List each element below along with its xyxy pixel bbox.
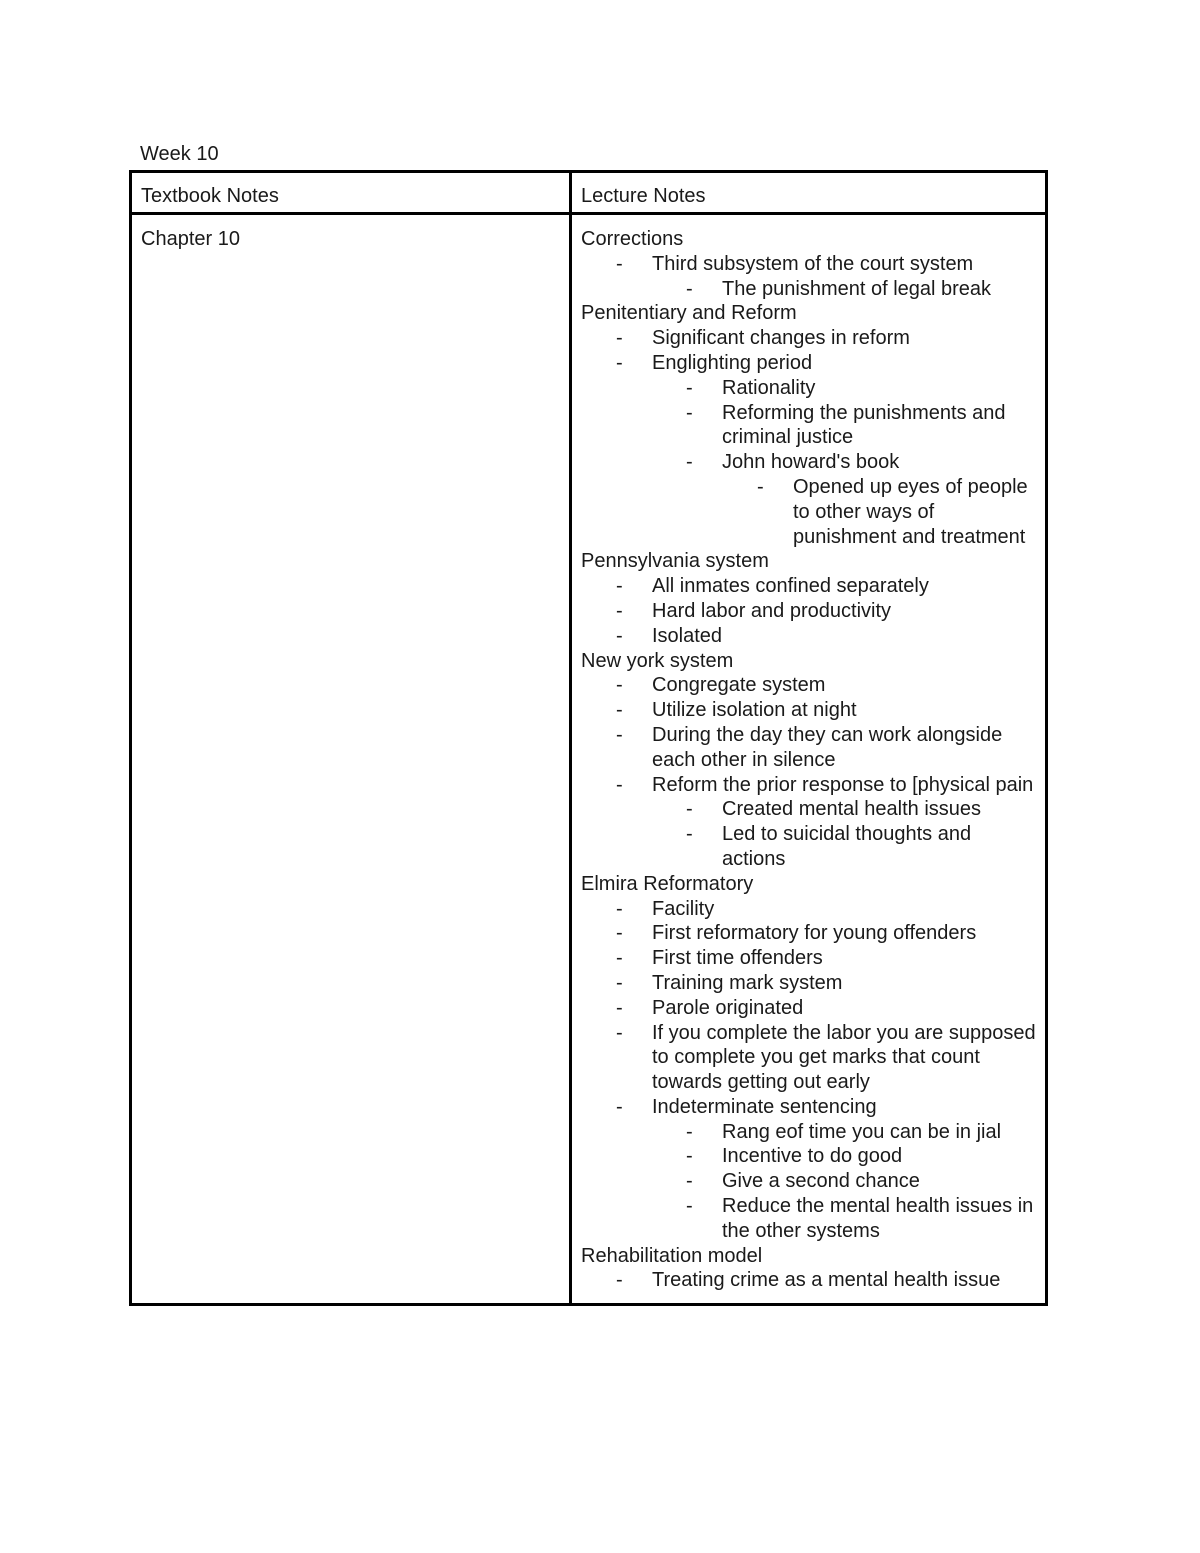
- outline-bullet-item: [581, 1169, 1036, 1194]
- dash-bullet-icon: -: [686, 376, 693, 399]
- dash-bullet-icon: -: [616, 699, 623, 722]
- dash-bullet-icon: -: [616, 327, 623, 350]
- dash-bullet-icon: -: [616, 996, 623, 1019]
- outline-text: Isolated: [652, 624, 723, 647]
- outline-bullet-item: [581, 574, 1036, 599]
- table-header-row: [131, 172, 1047, 214]
- dash-bullet-icon: -: [616, 351, 623, 374]
- outline-text: Rehabilitation model: [581, 1244, 763, 1267]
- dash-bullet-icon: -: [616, 1095, 623, 1118]
- outline-text: Treating crime as a mental health issue: [652, 1269, 1001, 1292]
- textbook-notes-cell: Chapter 10: [131, 214, 571, 1305]
- dash-bullet-icon: -: [686, 823, 693, 846]
- outline-text: Facility: [652, 897, 715, 920]
- outline-bullet-item: [581, 252, 1036, 277]
- outline-heading: [581, 301, 1036, 326]
- outline-bullet-item: [581, 351, 1036, 376]
- outline-heading: [581, 227, 1036, 252]
- dash-bullet-icon: -: [686, 1120, 693, 1143]
- lecture-notes-cell: [571, 214, 1047, 1305]
- outline-bullet-item: [581, 897, 1036, 922]
- page-title: Week 10: [140, 143, 219, 165]
- dash-bullet-icon: -: [616, 674, 623, 697]
- dash-bullet-icon: -: [616, 922, 623, 945]
- outline-text: Give a second chance: [722, 1170, 920, 1193]
- notes-table: [129, 170, 1048, 1306]
- outline-text: Englighting period: [652, 351, 813, 374]
- dash-bullet-icon: -: [616, 971, 623, 994]
- dash-bullet-icon: -: [616, 252, 623, 275]
- outline-bullet-item: [581, 822, 1036, 872]
- outline-bullet-item: [581, 921, 1036, 946]
- outline-bullet-item: [581, 326, 1036, 351]
- dash-bullet-icon: -: [616, 897, 623, 920]
- outline-heading: [581, 1244, 1036, 1269]
- dash-bullet-icon: -: [616, 947, 623, 970]
- outline-text: Hard labor and productivity: [652, 599, 892, 622]
- outline-bullet-item: [581, 599, 1036, 624]
- outline-bullet-item: [581, 1021, 1036, 1095]
- header-lecture-notes: Lecture Notes: [571, 172, 1047, 214]
- table-body-row: [131, 214, 1047, 1305]
- outline-text: Utilize isolation at night: [652, 699, 857, 722]
- outline-text: Rang eof time you can be in jial: [722, 1120, 1002, 1143]
- outline-bullet-item: [581, 996, 1036, 1021]
- outline-text: Significant changes in reform: [652, 327, 910, 350]
- outline-text: Indeterminate sentencing: [652, 1095, 877, 1118]
- outline-bullet-item: [581, 401, 1036, 451]
- outline-text: Penitentiary and Reform: [581, 302, 797, 325]
- outline-heading: [581, 872, 1036, 897]
- outline-bullet-item: [581, 723, 1036, 773]
- outline-text: Corrections: [581, 228, 684, 250]
- outline-text: Led to suicidal thoughts and actions: [722, 823, 972, 870]
- outline-text: Elmira Reformatory: [581, 872, 754, 895]
- dash-bullet-icon: -: [616, 1021, 623, 1044]
- outline-heading: [581, 649, 1036, 674]
- dash-bullet-icon: -: [686, 451, 693, 474]
- outline-text: Third subsystem of the court system: [652, 252, 974, 275]
- outline-bullet-item: [581, 698, 1036, 723]
- outline-bullet-item: [581, 673, 1036, 698]
- dash-bullet-icon: -: [616, 1269, 623, 1292]
- outline-text: Training mark system: [652, 971, 843, 994]
- outline-heading: [581, 549, 1036, 574]
- outline-text: During the day they can work alongside each other in silence: [652, 723, 1003, 771]
- outline-text: John howard's book: [722, 451, 900, 474]
- outline-bullet-item: [581, 1095, 1036, 1120]
- outline-text: Opened up eyes of people to other ways of punishment and treatment: [793, 475, 1028, 548]
- outline-text: If you complete the labor you are supposed to complete you get marks that count towards getting out early: [652, 1021, 1036, 1094]
- outline-bullet-item: [581, 450, 1036, 475]
- outline-text: Incentive to do good: [722, 1145, 903, 1168]
- dash-bullet-icon: -: [616, 624, 623, 647]
- dash-bullet-icon: -: [686, 1170, 693, 1193]
- outline-text: The punishment of legal break: [722, 277, 992, 300]
- outline-bullet-item: [581, 1268, 1036, 1293]
- dash-bullet-icon: -: [757, 475, 764, 498]
- outline-bullet-item: [581, 1194, 1036, 1244]
- outline-text: First reformatory for young offenders: [652, 922, 977, 945]
- outline-text: Pennsylvania system: [581, 550, 769, 573]
- dash-bullet-icon: -: [686, 798, 693, 821]
- dash-bullet-icon: -: [616, 599, 623, 622]
- outline-bullet-item: [581, 971, 1036, 996]
- outline-bullet-item: [581, 1120, 1036, 1145]
- outline-bullet-item: [581, 946, 1036, 971]
- header-textbook-notes: Textbook Notes: [131, 172, 571, 214]
- dash-bullet-icon: -: [686, 1195, 693, 1218]
- outline-bullet-item: [581, 1144, 1036, 1169]
- dash-bullet-icon: -: [686, 1145, 693, 1168]
- outline-bullet-item: [581, 624, 1036, 649]
- outline-bullet-item: [581, 773, 1036, 798]
- outline-text: First time offenders: [652, 947, 823, 970]
- outline-bullet-item: [581, 376, 1036, 401]
- lecture-outline: [581, 227, 1036, 1293]
- outline-text: Parole originated: [652, 996, 804, 1019]
- dash-bullet-icon: -: [616, 575, 623, 598]
- outline-text: Reforming the punishments and criminal justice: [722, 401, 1006, 449]
- dash-bullet-icon: -: [616, 773, 623, 796]
- outline-bullet-item: [581, 277, 1036, 302]
- dash-bullet-icon: -: [686, 277, 693, 300]
- outline-text: New york system: [581, 649, 734, 672]
- dash-bullet-icon: -: [616, 723, 623, 746]
- outline-text: All inmates confined separately: [652, 575, 929, 598]
- outline-bullet-item: [581, 797, 1036, 822]
- outline-text: Reduce the mental health issues in the other systems: [722, 1195, 1034, 1242]
- dash-bullet-icon: -: [686, 401, 693, 424]
- outline-text: Reform the prior response to [physical pain: [652, 773, 1034, 796]
- outline-text: Congregate system: [652, 674, 826, 697]
- outline-text: Rationality: [722, 376, 816, 399]
- outline-bullet-item: [581, 475, 1036, 549]
- outline-text: Created mental health issues: [722, 798, 982, 821]
